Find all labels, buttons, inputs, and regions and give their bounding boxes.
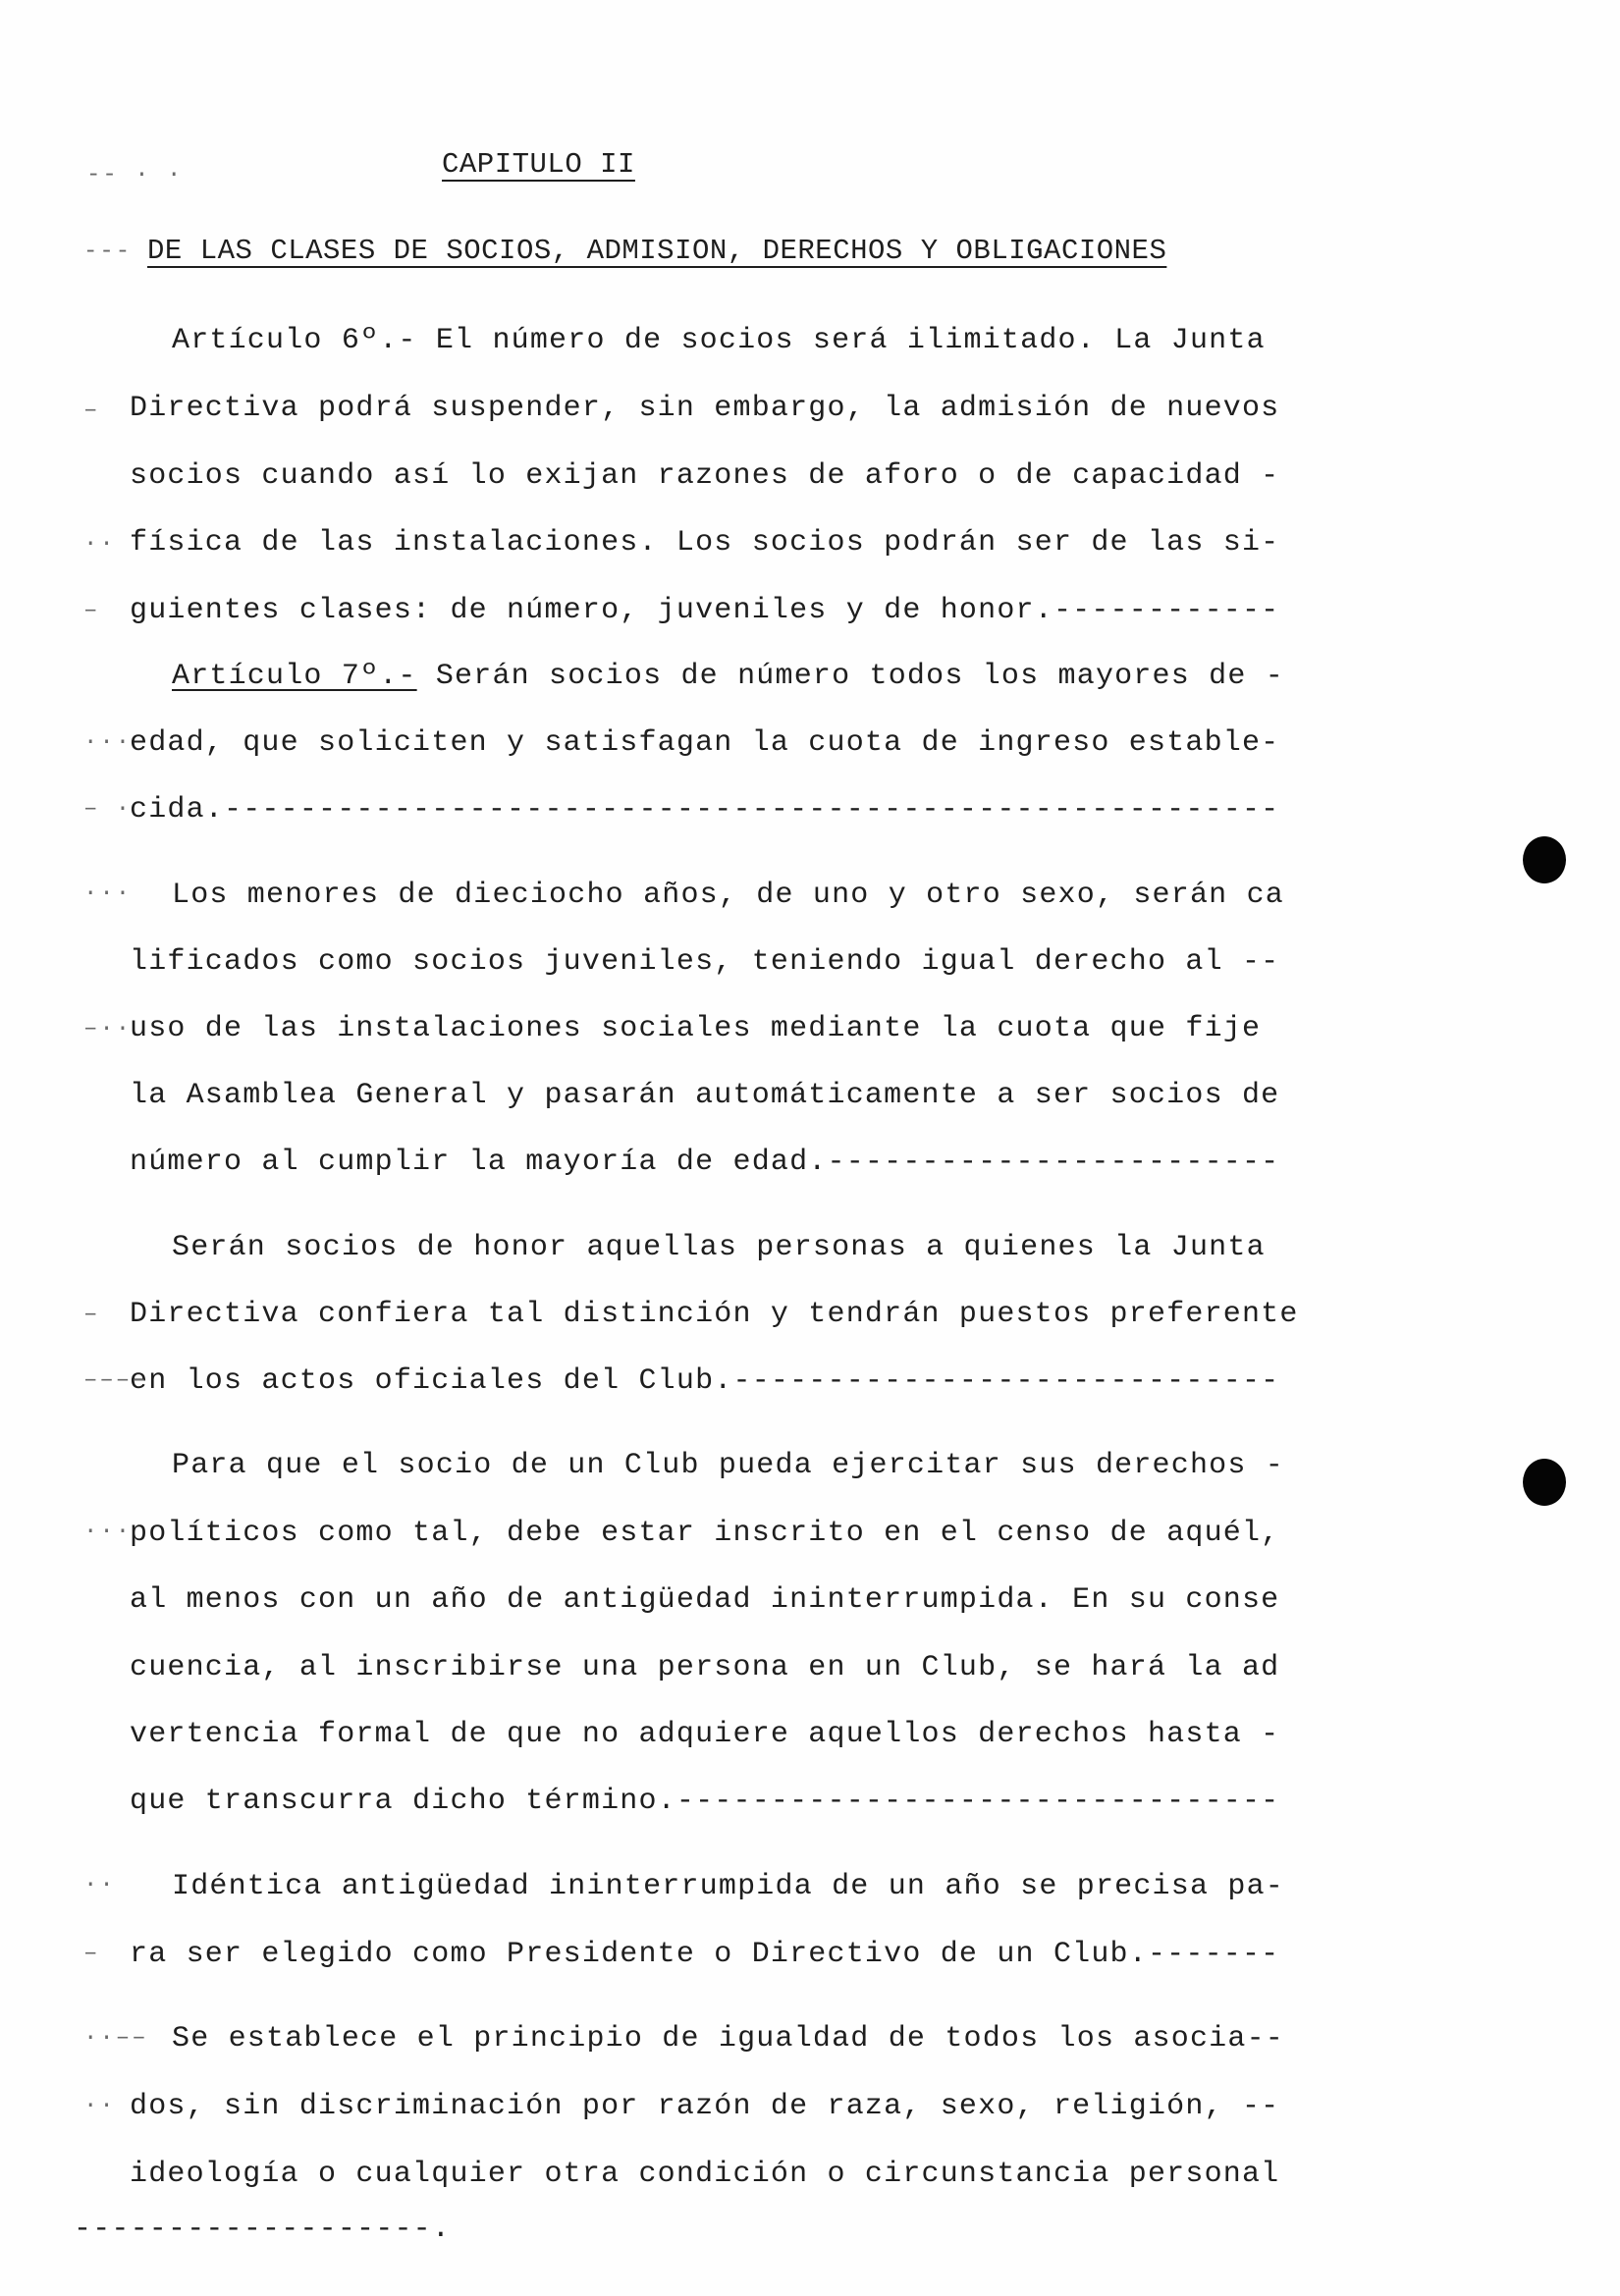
punch-hole xyxy=(1523,1459,1566,1506)
text-line: Se establece el principio de igualdad de todos los asocia-- xyxy=(172,2022,1284,2056)
margin-mark: ··· xyxy=(83,881,133,907)
text-line: que transcurra dicho término.-------------------------------- xyxy=(130,1785,1280,1818)
margin-mark: – xyxy=(83,598,100,624)
margin-mark: -- · · xyxy=(86,162,184,188)
text-line: edad, que soliciten y satisfagan la cuota de ingreso estable- xyxy=(130,726,1280,760)
text-line: cida.-------------------------------------------------------- xyxy=(130,793,1280,827)
text-line: Directiva podrá suspender, sin embargo, la admisión de nuevos xyxy=(130,392,1280,425)
margin-mark: –·· xyxy=(83,1016,133,1042)
margin-mark: – xyxy=(83,1302,100,1328)
text-line: Idéntica antigüedad ininterrumpida de un año se precisa pa- xyxy=(172,1870,1284,1903)
text-line: al menos con un año de antigüedad ininterrumpida. En su conse xyxy=(130,1583,1280,1617)
text-line: física de las instalaciones. Los socios podrán ser de las si- xyxy=(130,526,1280,560)
margin-mark: ·· xyxy=(83,1872,116,1898)
article-7-label: Artículo 7º.- xyxy=(172,660,417,693)
text-line: -------------------. xyxy=(74,2213,452,2246)
text-line: ra ser elegido como Presidente o Directivo de un Club.------- xyxy=(130,1938,1280,1971)
chapter-subtitle: DE LAS CLASES DE SOCIOS, ADMISION, DERECHOS Y OBLIGACIONES xyxy=(147,235,1167,267)
margin-mark: – xyxy=(83,398,100,424)
article-7-line xyxy=(172,658,1284,695)
text-line: vertencia formal de que no adquiere aquellos derechos hasta - xyxy=(130,1718,1280,1751)
text-line: uso de las instalaciones sociales mediante la cuota que fije xyxy=(130,1012,1262,1045)
text-line: lificados como socios juveniles, teniendo igual derecho al -- xyxy=(130,945,1280,979)
text-line: la Asamblea General y pasarán automáticamente a ser socios de xyxy=(130,1079,1280,1112)
text-line: cuencia, al inscribirse una persona en un Club, se hará la ad xyxy=(130,1651,1280,1684)
text-line: políticos como tal, debe estar inscrito en el censo de aquél, xyxy=(130,1517,1280,1550)
margin-mark: ·· xyxy=(83,531,116,558)
text-line: Los menores de dieciocho años, de uno y otro sexo, serán ca xyxy=(172,879,1284,912)
text-line: en los actos oficiales del Club.----------------------------- xyxy=(130,1364,1280,1398)
text-line: Serán socios de número todos los mayores de - xyxy=(416,660,1284,693)
chapter-title: CAPITULO II xyxy=(442,148,635,181)
text-line: socios cuando así lo exijan razones de aforo o de capacidad - xyxy=(130,459,1280,493)
text-line: Artículo 6º.- El número de socios será ilimitado. La Junta xyxy=(172,324,1266,357)
margin-mark: ··· xyxy=(83,729,133,756)
margin-mark: –––– xyxy=(83,1367,148,1394)
text-line: número al cumplir la mayoría de edad.------------------------ xyxy=(130,1146,1280,1179)
text-line: ideología o cualquier otra condición o circunstancia personal xyxy=(130,2158,1280,2191)
margin-mark: – · xyxy=(83,796,133,823)
text-line: guientes clases: de número, juveniles y de honor.------------ xyxy=(130,594,1280,627)
text-line: dos, sin discriminación por razón de raza, sexo, religión, -- xyxy=(130,2090,1280,2123)
margin-mark: ··· xyxy=(83,1519,133,1545)
margin-mark: ·· xyxy=(83,2093,116,2119)
margin-mark: – xyxy=(83,1941,100,1967)
text-line: Directiva confiera tal distinción y tendrán puestos preferente xyxy=(130,1298,1299,1331)
text-line: Para que el socio de un Club pueda ejercitar sus derechos - xyxy=(172,1449,1284,1482)
margin-mark: ··–– xyxy=(83,2025,148,2052)
margin-mark: --- xyxy=(83,239,133,265)
punch-hole xyxy=(1523,836,1566,883)
text-line: Serán socios de honor aquellas personas a quienes la Junta xyxy=(172,1231,1266,1264)
